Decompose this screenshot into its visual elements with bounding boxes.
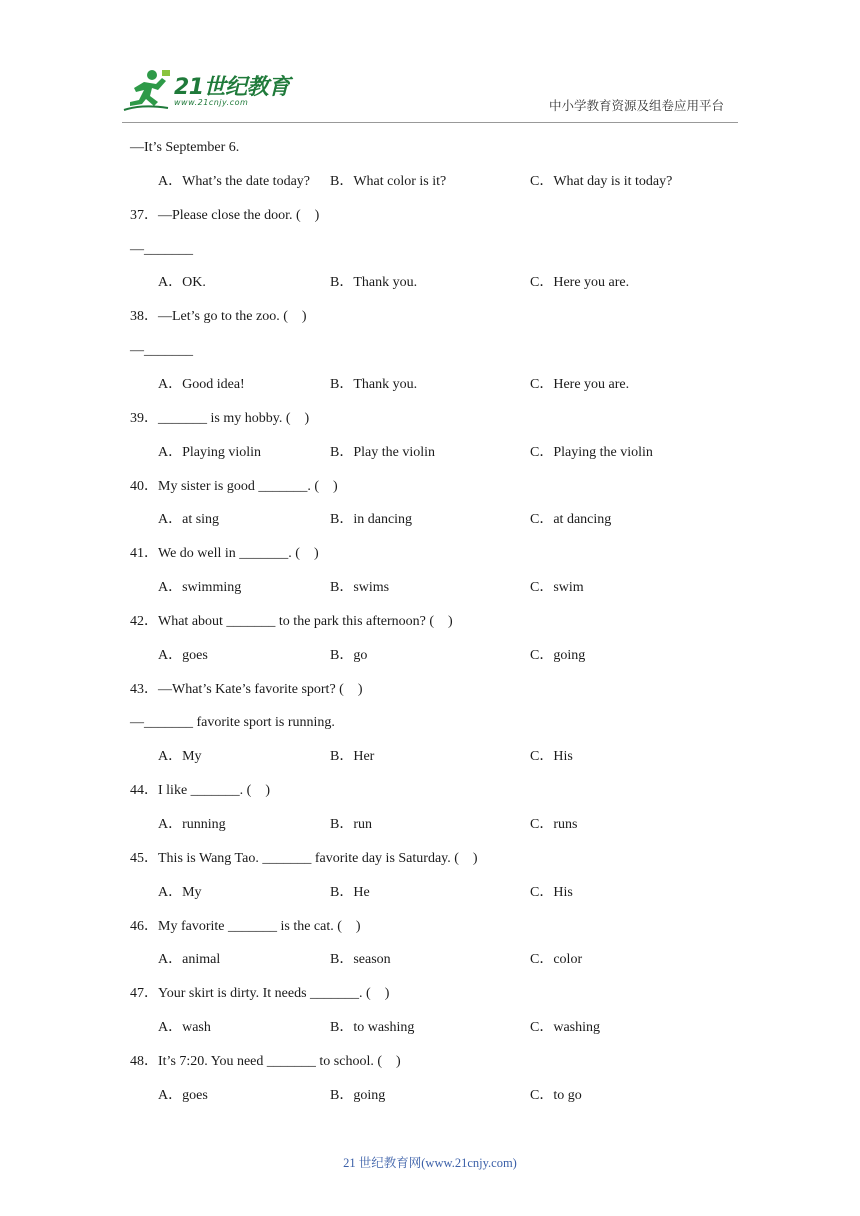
option-c: C．runs: [530, 817, 578, 832]
option-c: C．at dancing: [530, 512, 612, 528]
option-a: A．My: [158, 884, 202, 900]
option-b: B．go: [330, 647, 368, 663]
option-a: A．My: [158, 749, 202, 765]
option-a: A．Good idea!: [158, 376, 245, 392]
option-a: A．OK.: [158, 275, 206, 291]
header-divider: [122, 122, 738, 123]
option-c: C．swim: [530, 580, 584, 596]
option-a: A．at sing: [158, 512, 220, 528]
option-b: B．Her: [330, 749, 375, 765]
question-line: 42．What about _______ to the park this afternoon? ( ): [130, 613, 453, 629]
site-logo: [122, 68, 292, 116]
option-a: A．running: [158, 817, 226, 832]
option-c: C．Here you are.: [530, 275, 630, 291]
option-c: C．His: [530, 749, 573, 765]
page-header: [0, 0, 860, 130]
question-line: 46．My favorite _______ is the cat. ( ): [130, 918, 361, 934]
question-line: 44．I like _______. ( ): [130, 783, 270, 799]
question-line: 45．This is Wang Tao. _______ favorite day is Saturday. ( ): [130, 850, 478, 866]
option-b: B．He: [330, 884, 370, 900]
question-line: 41．We do well in _______. ( ): [130, 546, 319, 562]
question-line: 37．—Please close the door. ( ): [130, 207, 320, 223]
question-line: —It’s September 6.: [130, 140, 240, 155]
option-b: B．to washing: [330, 1020, 415, 1036]
option-b: B．What color is it?: [330, 173, 447, 189]
question-line: 48．It’s 7:20. You need _______ to school. ( ): [130, 1053, 401, 1069]
option-a: A．What’s the date today?: [158, 173, 311, 189]
option-c: C．His: [530, 884, 573, 900]
option-c: C．washing: [530, 1020, 600, 1036]
option-b: B．swims: [330, 580, 390, 596]
option-b: B．season: [330, 952, 391, 968]
question-line: 47．Your skirt is dirty. It needs _______. ( ): [130, 986, 390, 1002]
option-a: A．goes: [158, 647, 208, 663]
option-a: A．animal: [158, 952, 221, 968]
option-c: C．color: [530, 952, 583, 968]
option-b: B．Thank you.: [330, 275, 418, 291]
option-c: C．Here you are.: [530, 376, 630, 392]
question-line: 38．—Let’s go to the zoo. ( ): [130, 309, 307, 325]
option-b: B．in dancing: [330, 512, 413, 528]
runner-logo-icon: [122, 68, 172, 114]
option-a: A．goes: [158, 1087, 208, 1103]
option-b: B．going: [330, 1087, 386, 1103]
option-a: A．swimming: [158, 580, 242, 596]
option-c: C．to go: [530, 1087, 582, 1103]
question-line: —_______ favorite sport is running.: [130, 715, 335, 731]
question-line: 39．_______ is my hobby. ( ): [130, 410, 310, 426]
question-line: —_______: [130, 343, 193, 359]
logo-text: 21世纪教育: [174, 75, 290, 100]
option-a: A．wash: [158, 1020, 211, 1036]
option-b: B．run: [330, 817, 372, 832]
option-a: A．Playing violin: [158, 444, 262, 460]
page-footer: 21 世纪教育网(www.21cnjy.com): [343, 1156, 517, 1170]
question-line: —_______: [130, 241, 193, 257]
option-c: C．Playing the violin: [530, 444, 653, 460]
question-line: 43．—What’s Kate’s favorite sport? ( ): [130, 681, 363, 697]
logo-url: www.21cnjy.com: [174, 98, 249, 107]
question-line: 40．My sister is good _______. ( ): [130, 478, 338, 494]
option-b: B．Play the violin: [330, 444, 435, 460]
option-b: B．Thank you.: [330, 376, 418, 392]
option-c: C．What day is it today?: [530, 173, 673, 189]
option-c: C．going: [530, 647, 586, 663]
platform-tagline: 中小学教育资源及组卷应用平台: [549, 98, 725, 113]
